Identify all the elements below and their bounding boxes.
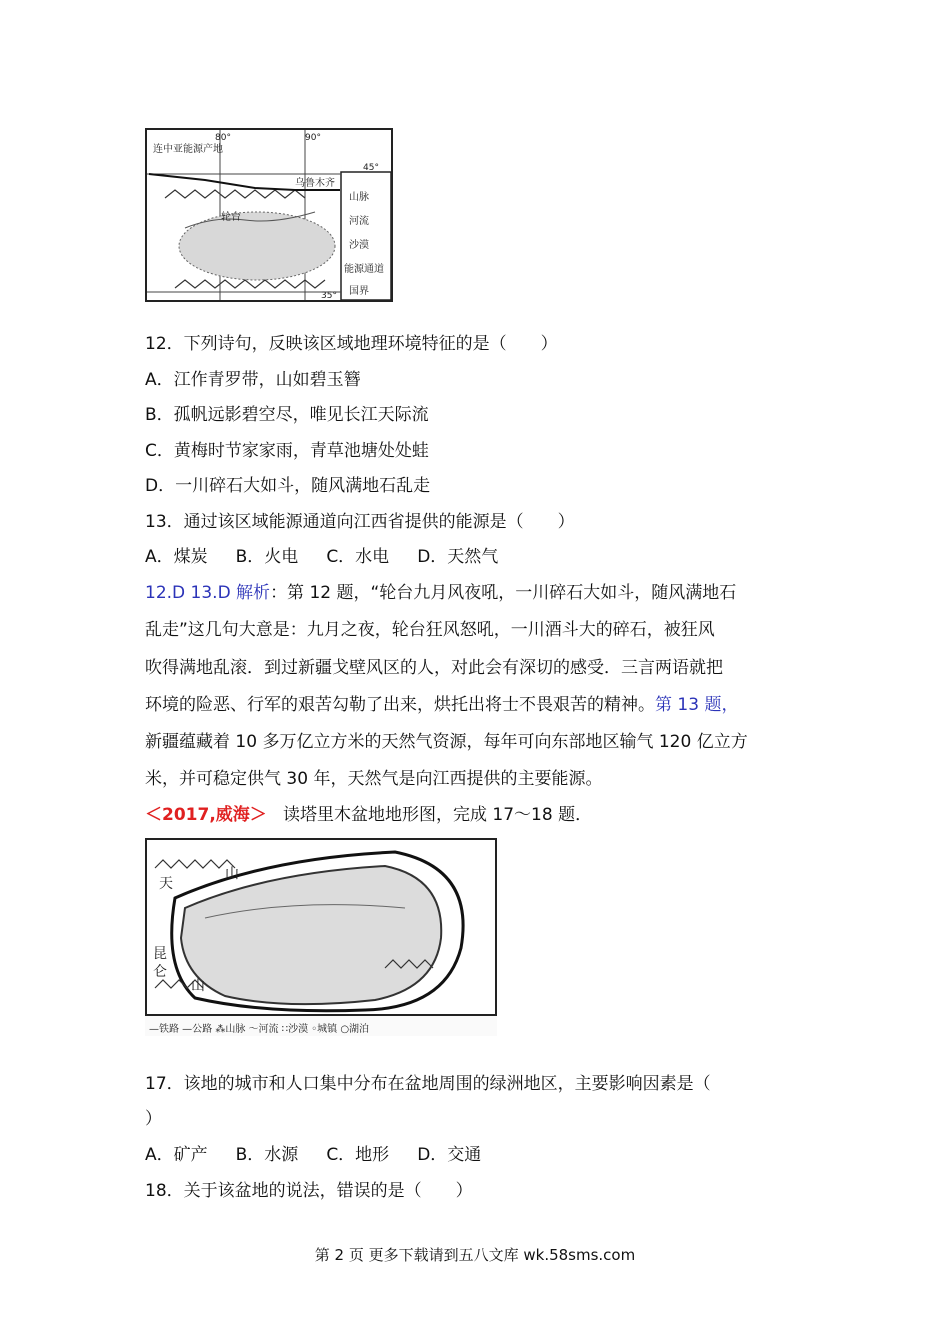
legend-border: 国界 xyxy=(349,286,369,297)
analysis-line1-text: ：第 12 题，“轮台九月风夜吼，一川碎石大如斗，随风满地石 xyxy=(270,583,737,603)
analysis-line-6: 米，并可稳定供气 30 年，天然气是向江西提供的主要能源。 xyxy=(145,769,603,789)
source-tag: ＜2017,威海＞ xyxy=(145,805,267,825)
analysis-line-4 xyxy=(145,693,738,717)
q12-option-c: C．黄梅时节家家雨，青草池塘处处蛙 xyxy=(145,441,429,461)
city-urumqi-label: 乌鲁木齐 xyxy=(295,178,335,189)
label-kun: 昆 xyxy=(153,946,167,962)
q18-stem: 18．关于该盆地的说法，错误的是（ ） xyxy=(145,1181,473,1201)
q13-options xyxy=(145,545,526,569)
analysis-line-2: 乱走”这几句大意是：九月之夜，轮台狂风怒吼，一川酒斗大的碎石，被狂风 xyxy=(145,620,715,640)
q17-stem-line2: ） xyxy=(145,1109,162,1129)
q17-option-d: D．交通 xyxy=(417,1145,482,1165)
xinjiang-map xyxy=(145,128,393,302)
lon90-label: 90° xyxy=(305,133,321,143)
q13-option-c: C．水电 xyxy=(326,547,390,567)
q12-option-a: A．江作青罗带，山如碧玉簪 xyxy=(145,370,361,390)
analysis-q13-marker: 第 13 题， xyxy=(655,695,739,715)
lat45-label: 45° xyxy=(363,163,379,173)
q17-stem-line1: 17．该地的城市和人口集中分布在盆地周围的绿洲地区，主要影响因素是（ xyxy=(145,1074,711,1094)
xinjiang-map-figure xyxy=(145,128,393,302)
analysis-answer: 12.D 13.D 解析 xyxy=(145,583,271,603)
q13-option-d: D．天然气 xyxy=(417,547,499,567)
q12-stem: 12．下列诗句，反映该区域地理环境特征的是（ ） xyxy=(145,334,558,354)
tarim-basin-map xyxy=(145,838,497,1036)
q12-option-d: D．一川碎石大如斗，随风满地石乱走 xyxy=(145,476,431,496)
map2-legend: —铁路 —公路 ⁂山脉 ～河流 ∷沙漠 ◦城镇 ○湖泊 xyxy=(149,1024,370,1035)
section-instruction: 读塔里木盆地地形图，完成 17～18 题． xyxy=(283,805,593,825)
q13-stem: 13．通过该区域能源通道向江西省提供的能源是（ ） xyxy=(145,512,575,532)
analysis-line-1 xyxy=(145,581,736,605)
analysis-line-5: 新疆蕴藏着 10 多万亿立方米的天然气资源，每年可向东部地区输气 120 亿立方 xyxy=(145,732,748,752)
legend-mountain: 山脉 xyxy=(349,192,369,203)
city-luntai-label: 轮台 xyxy=(221,212,241,223)
lon80-label: 80° xyxy=(215,133,231,143)
legend-desert: 沙漠 xyxy=(349,240,369,251)
label-shan: 山 xyxy=(225,866,239,882)
q17-options xyxy=(145,1143,509,1167)
q17-option-b: B．水源 xyxy=(235,1145,299,1165)
q17-option-a: A．矿产 xyxy=(145,1145,208,1165)
q13-option-b: B．火电 xyxy=(235,547,299,567)
q17-option-c: C．地形 xyxy=(326,1145,390,1165)
page-footer: 第 2 页 更多下载请到五八文库 wk.58sms.com xyxy=(314,1246,636,1264)
analysis-line4-text: 环境的险恶、行军的艰苦勾勒了出来，烘托出将士不畏艰苦的精神。 xyxy=(145,695,655,715)
q12-option-b: B．孤帆远影碧空尽，唯见长江天际流 xyxy=(145,405,429,425)
label-shan2: 山 xyxy=(191,978,205,994)
lat35-label: 35° xyxy=(321,291,337,301)
legend-river: 河流 xyxy=(349,216,369,227)
tarim-basin-map-figure xyxy=(145,838,497,1036)
q13-option-a: A．煤炭 xyxy=(145,547,208,567)
analysis-line-3: 吹得满地乱滚．到过新疆戈壁风区的人，对此会有深切的感受．三言两语就把 xyxy=(145,658,723,678)
label-lun: 仑 xyxy=(153,964,167,980)
section-header xyxy=(145,803,592,827)
legend-corridor: 能源通道 xyxy=(344,264,384,275)
pipeline-label: 连中亚能源产地 xyxy=(153,144,223,155)
label-tian: 天 xyxy=(159,876,173,892)
